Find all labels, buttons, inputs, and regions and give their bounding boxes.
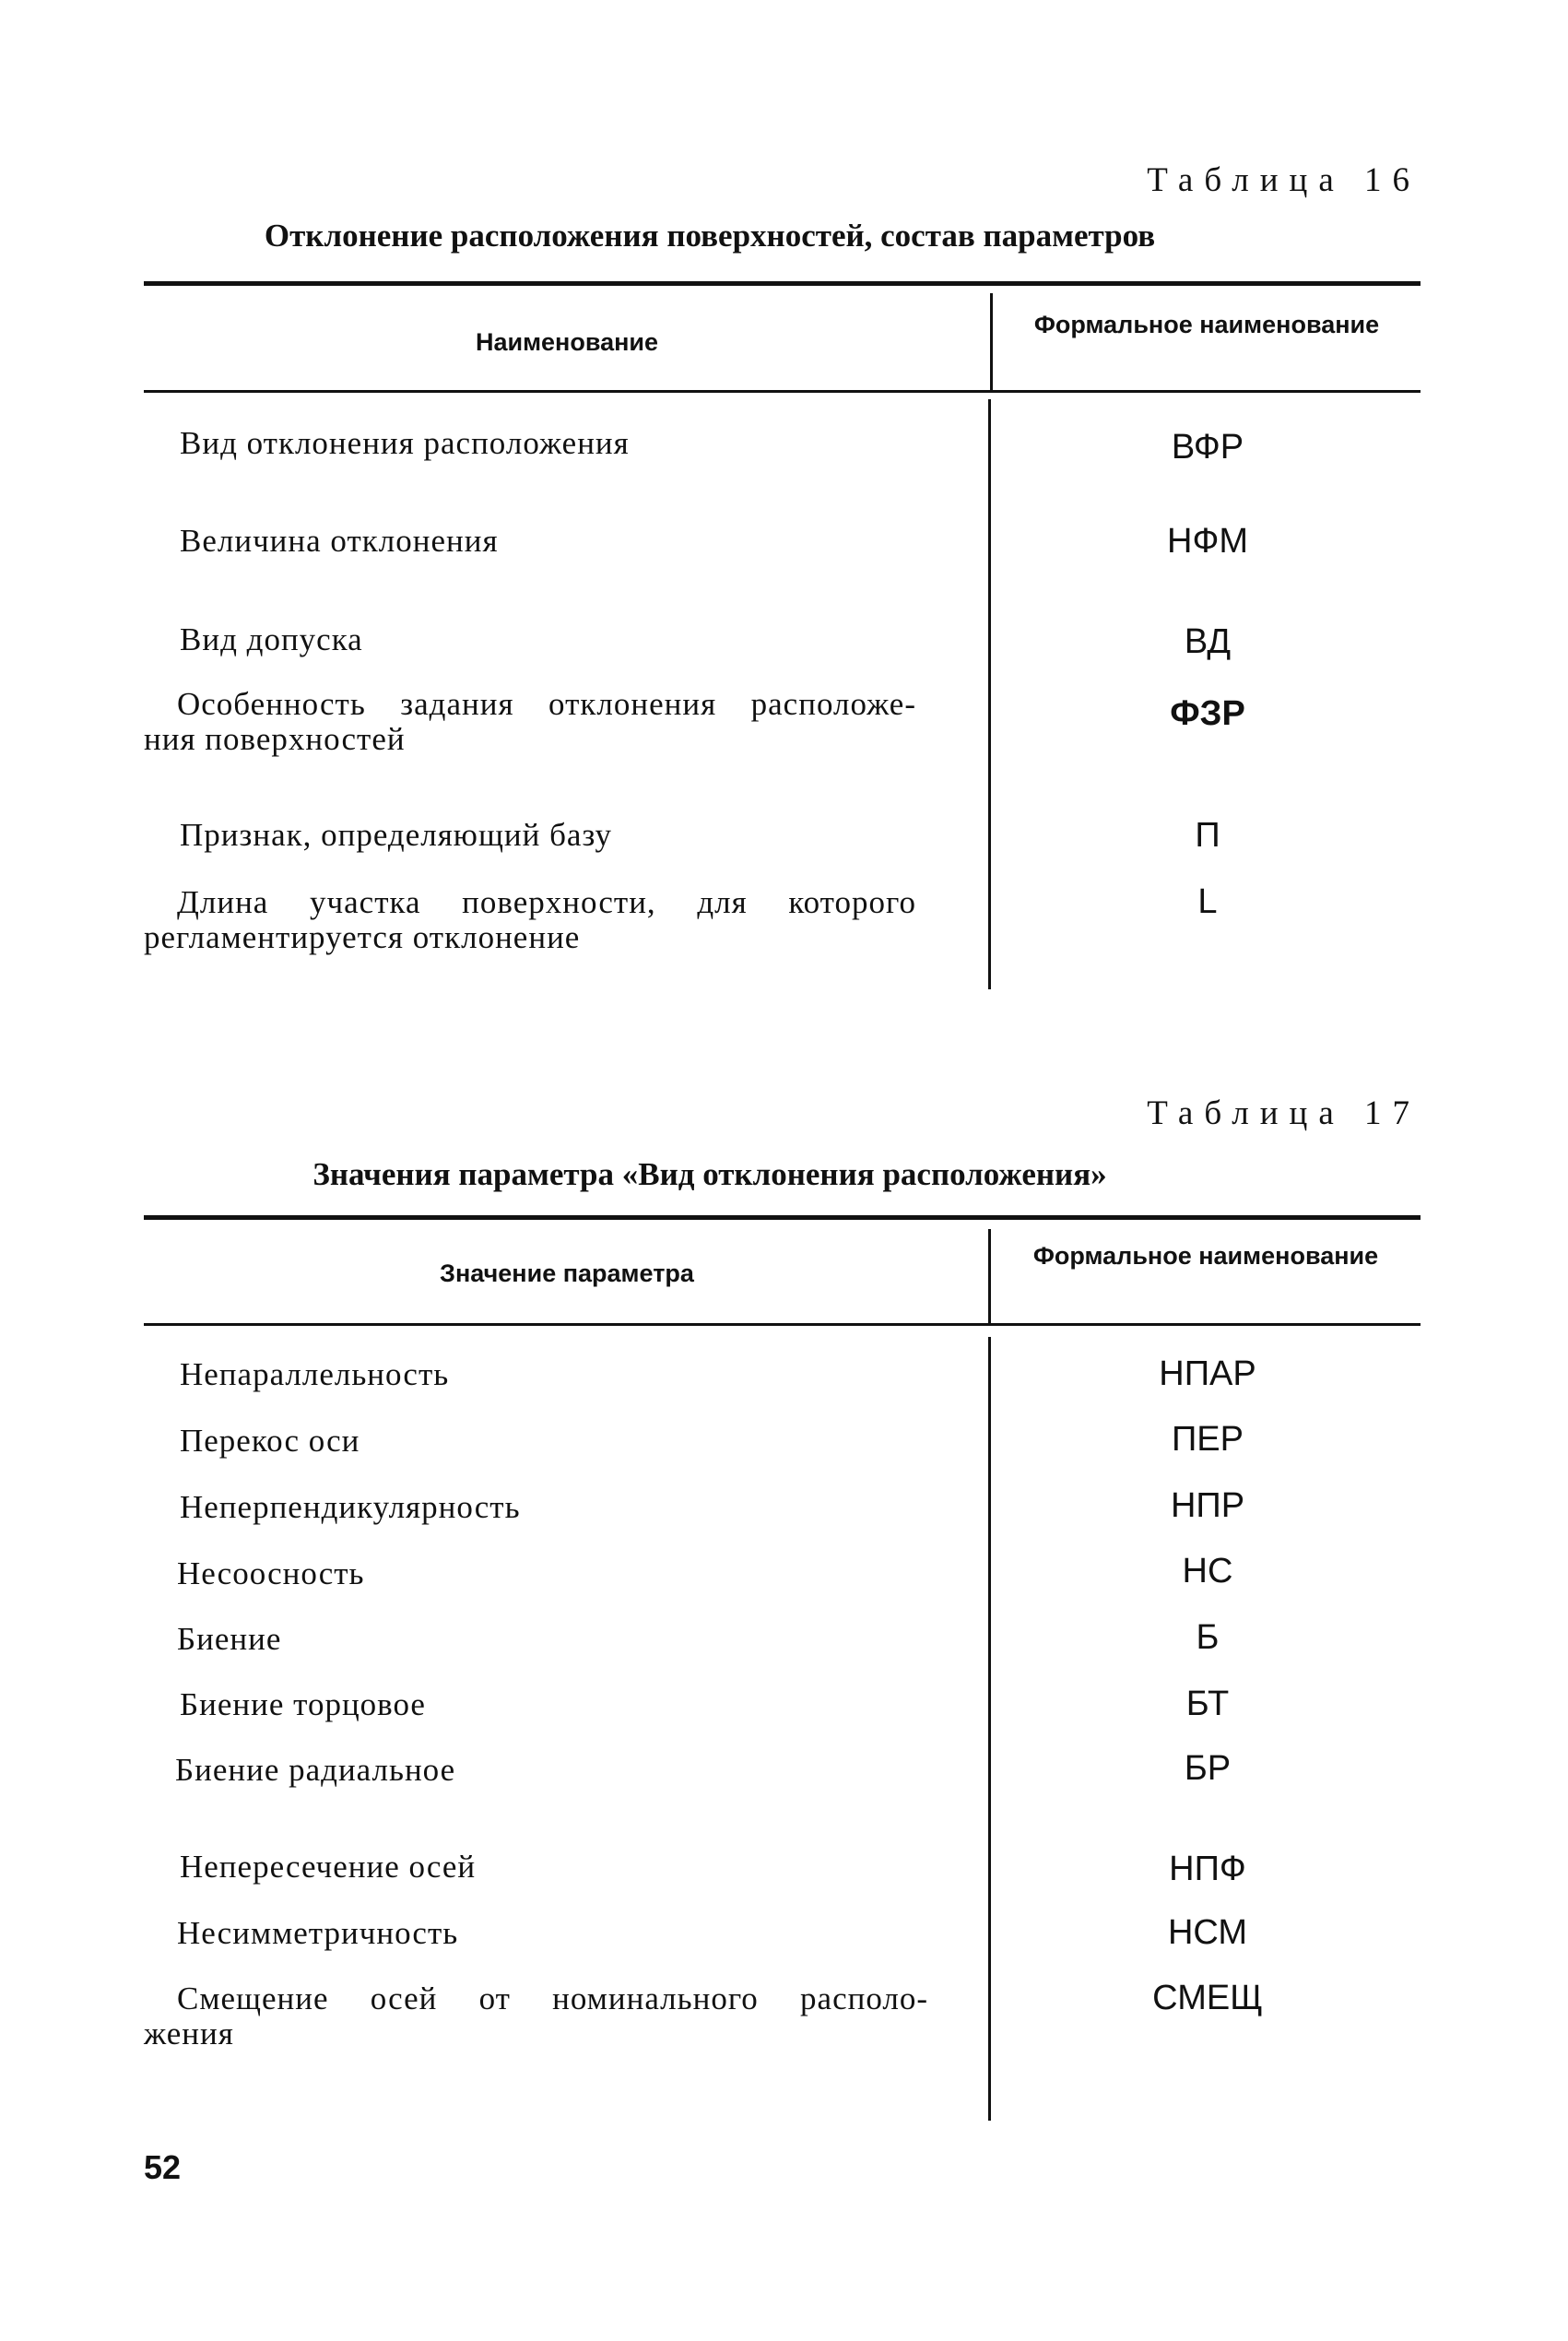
table-17-row-9-name: Несимметричность <box>177 1915 459 1951</box>
table-17-row-6-code: БТ <box>1185 1685 1230 1723</box>
table-16-top-rule <box>144 281 1421 286</box>
table-16-row-4-code: ФЗР <box>1170 694 1245 733</box>
table-16-row-1-name: Вид отклонения расположения <box>180 425 630 461</box>
table-17-row-8-name: Непересечение осей <box>180 1849 477 1885</box>
table-17-row-10-code: СМЕЩ <box>1152 1979 1263 2017</box>
table-17-row-3-code: НПР <box>1170 1486 1245 1525</box>
table-16-header-divider <box>990 293 993 390</box>
table-16-row-3-name: Вид допуска <box>180 621 363 657</box>
table-16-label: Таблица 16 <box>1147 161 1421 199</box>
table-16-row-6-name-line-2: регламентируется отклонение <box>144 919 581 955</box>
table-17-row-2-name: Перекос оси <box>180 1423 360 1459</box>
table-16-row-6-code: L <box>1197 882 1218 921</box>
table-17-row-1-name: Непараллельность <box>180 1356 450 1392</box>
table-16-row-6-name-line-1: Длина участка поверхности, для которого <box>177 884 916 920</box>
table-17-row-5-code: Б <box>1196 1618 1220 1657</box>
table-17-title: Значения параметра «Вид отклонения расположения» <box>312 1156 1107 1192</box>
table-16-name-header: Наименование <box>475 328 659 356</box>
table-16-row-3-code: ВД <box>1184 622 1232 661</box>
table-17-row-10-name-line-1: Смещение осей от номинального располо- <box>177 1980 928 2016</box>
table-17-row-2-code: ПЕР <box>1171 1420 1244 1459</box>
table-17-header-rule <box>144 1323 1421 1326</box>
table-17-row-8-code: НПФ <box>1169 1850 1246 1888</box>
table-17-formal-header: Формальное наименование <box>1032 1242 1379 1270</box>
table-16-body-divider <box>988 399 991 989</box>
table-16-title: Отклонение расположения поверхностей, состав параметров <box>264 218 1156 254</box>
table-16-row-1-code: ВФР <box>1171 428 1244 467</box>
table-16-formal-header: Формальное наименование <box>1033 311 1380 338</box>
table-17-body-divider <box>988 1337 991 2121</box>
table-17-name-header: Значение параметра <box>440 1259 694 1287</box>
table-16-row-4-name-line-2: ния поверхностей <box>144 721 406 757</box>
table-17-row-5-name: Биение <box>177 1621 282 1657</box>
table-17-row-4-name: Несоосность <box>177 1555 365 1591</box>
table-17-row-6-name: Биение торцовое <box>180 1686 426 1722</box>
page-number: 52 <box>144 2148 182 2186</box>
table-17-row-4-code: НС <box>1182 1552 1233 1590</box>
table-16-row-2-name: Величина отклонения <box>180 523 499 559</box>
table-17-row-1-code: НПАР <box>1159 1354 1256 1393</box>
table-16-row-2-code: НФМ <box>1167 522 1248 561</box>
table-17-row-7-code: БР <box>1184 1749 1232 1788</box>
table-16-row-5-code: П <box>1195 816 1220 855</box>
table-17-row-7-name: Биение радиальное <box>175 1752 456 1788</box>
table-17-row-10-name-line-2: жения <box>144 2016 234 2051</box>
table-16-row-5-name: Признак, определяющий базу <box>180 817 613 853</box>
table-17-row-9-code: НСМ <box>1167 1913 1248 1952</box>
table-17-label: Таблица 17 <box>1147 1094 1421 1132</box>
table-17-row-3-name: Неперпендикулярность <box>180 1489 521 1525</box>
table-16-header-rule <box>144 390 1421 393</box>
table-16-row-4-name-line-1: Особенность задания отклонения расположе- <box>177 686 916 722</box>
table-17-top-rule <box>144 1215 1421 1220</box>
